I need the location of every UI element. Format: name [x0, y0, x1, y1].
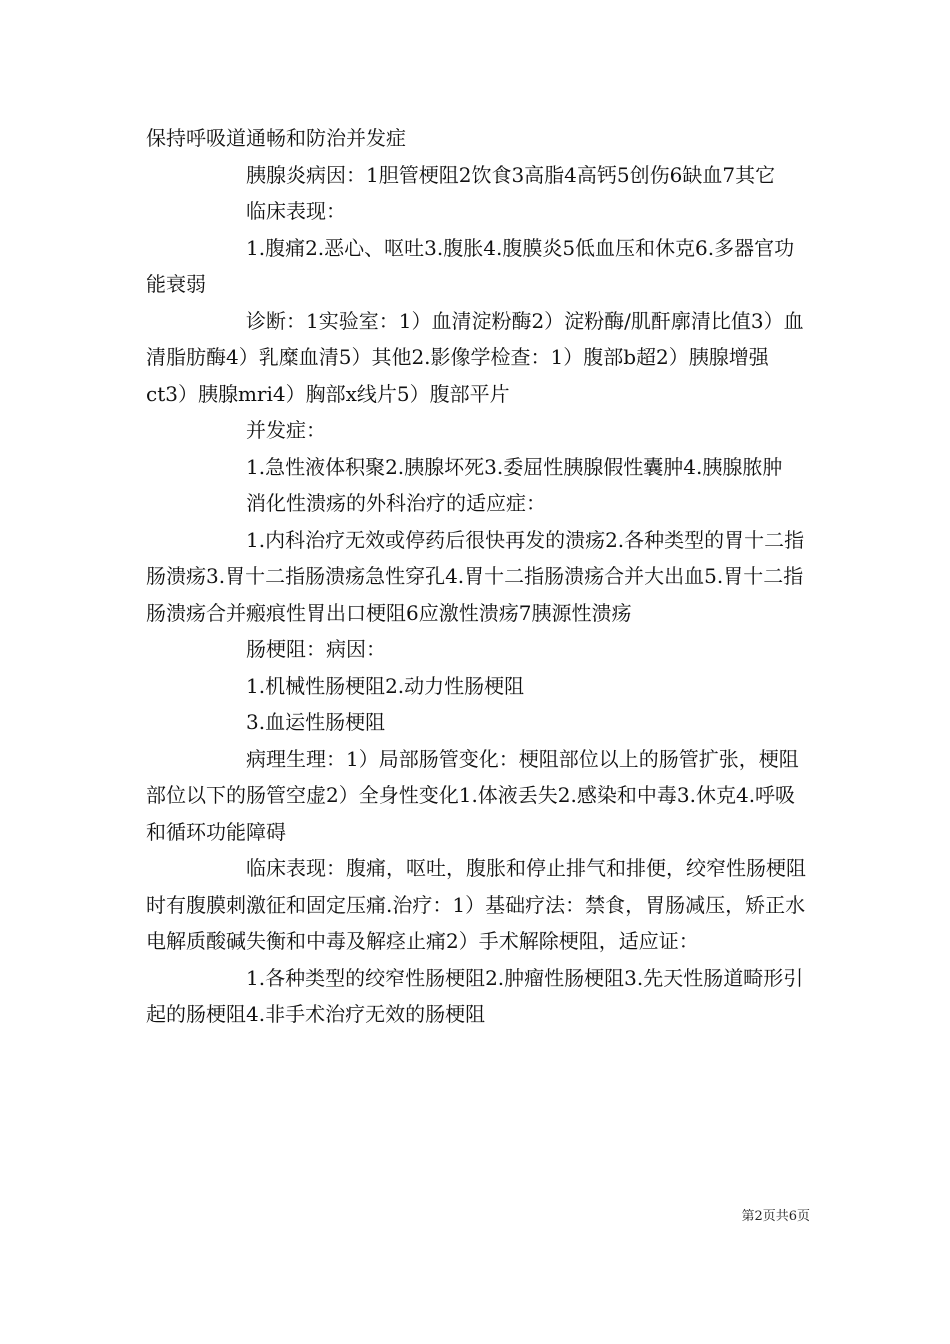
paragraph: 保持呼吸道通畅和防治并发症: [146, 126, 406, 150]
paragraph: 1.机械性肠梗阻2.动力性肠梗阻: [246, 673, 525, 698]
paragraph: 3.血运性肠梗阻: [246, 710, 386, 734]
body-text: [146, 120, 810, 1033]
paragraph: 1.急性液体积聚2.胰腺坏死3.委屈性胰腺假性囊肿4.胰腺脓肿: [246, 454, 783, 479]
paragraph: 肠梗阻：病因：: [246, 637, 386, 661]
paragraph: 病理生理：1）局部肠管变化：梗阻部位以上的肠管扩张，梗阻部位以下的肠管空虚2）全身性变化1.体液丢失2.感染和中毒3.休克4.呼吸和循环功能障碍: [146, 746, 799, 844]
paragraph: 1.腹痛2.恶心、呕吐3.腹胀4.腹膜炎5低血压和休克6.多器官功能衰弱: [146, 235, 795, 296]
paragraph: 1.内科治疗无效或停药后很快再发的溃疡2.各种类型的胃十二指肠溃疡3.胃十二指肠溃疡急性穿孔4.胃十二指肠溃疡合并大出血5.胃十二指肠溃疡合并瘢痕性胃出口梗阻6应激性溃疡7胰源性溃疡: [146, 527, 805, 625]
paragraph: 胰腺炎病因：1胆管梗阻2饮食3高脂4高钙5创伤6缺血7其它: [246, 162, 776, 187]
paragraph: 临床表现：腹痛，呕吐，腹胀和停止排气和排便，绞窄性肠梗阻时有腹膜刺激征和固定压痛.治疗：1）基础疗法：禁食，胃肠减压，矫正水电解质酸碱失衡和中毒及解痉止痛2）手术解除梗阻，适应证：: [146, 856, 806, 953]
paragraph: 消化性溃疡的外科治疗的适应症：: [246, 491, 546, 515]
paragraph: 诊断：1实验室：1）血清淀粉酶2）淀粉酶/肌酐廓清比值3）血清脂肪酶4）乳糜血清5）其他2.影像学检查：1）腹部b超2）胰腺增强ct3）胰腺mri4）胸部x线片5）腹部平片: [146, 308, 804, 406]
paragraph: 并发症：: [246, 418, 326, 442]
paragraph: 1.各种类型的绞窄性肠梗阻2.肿瘤性肠梗阻3.先天性肠道畸形引起的肠梗阻4.非手术治疗无效的肠梗阻: [146, 965, 804, 1026]
paragraph: 临床表现：: [246, 199, 346, 223]
page-number-footer: 第2页共6页: [741, 1209, 810, 1224]
